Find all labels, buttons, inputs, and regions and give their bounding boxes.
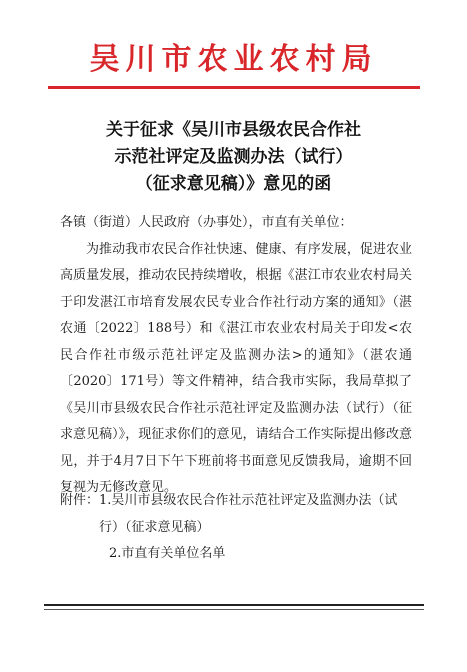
attachment-item-1: 1.吴川市县级农民合作社示范社评定及监测办法（试行）（征求意见稿） — [99, 493, 398, 535]
org-header: 吴川市农业农村局 — [89, 42, 378, 77]
footer-rule-thin — [44, 609, 424, 610]
document-body — [60, 210, 412, 502]
footer-rule-thick — [44, 604, 424, 606]
attachment-row-1 — [60, 488, 412, 541]
red-header-rule — [48, 86, 420, 89]
body-paragraph: 为推动我市农民合作社快速、健康、有序发展，促进农业高质量发展，推动农民持续增收，根据《湛江市农业农村局关于印发湛江市培育发展农民专业合作社行动方案的通知》（湛农通〔2022〕188号）和《湛江市农业农村局关于印发<农民合作社市级示范社评定及监测办法>的通知》（湛农通〔2020〕171号）等文件精神，结合我市实际，我局草拟了《吴川市县级农民合作社示范社评定及监测办法（试行）（征求意见稿）》，现征求你们的意见，请结合工作实际提出修改意见，并于4月7日下午下班前将书面意见反馈我局，逾期不回复视为无修改意见。 — [60, 241, 412, 495]
title-line-3: （征求意见稿）》意见的函 — [135, 174, 332, 194]
title-line-2: 示范社评定及监测办法（试行） — [114, 147, 353, 167]
title-line-1: 关于征求《吴川市县级农民合作社 — [106, 120, 361, 140]
attachments-section — [60, 488, 412, 568]
attachments-label: 附件： — [60, 493, 100, 508]
salutation: 各镇（街道）人民政府（办事处），市直有关单位： — [60, 215, 353, 230]
document-title — [40, 117, 427, 198]
attachment-item-2: 2.市直有关单位名单 — [109, 546, 226, 561]
